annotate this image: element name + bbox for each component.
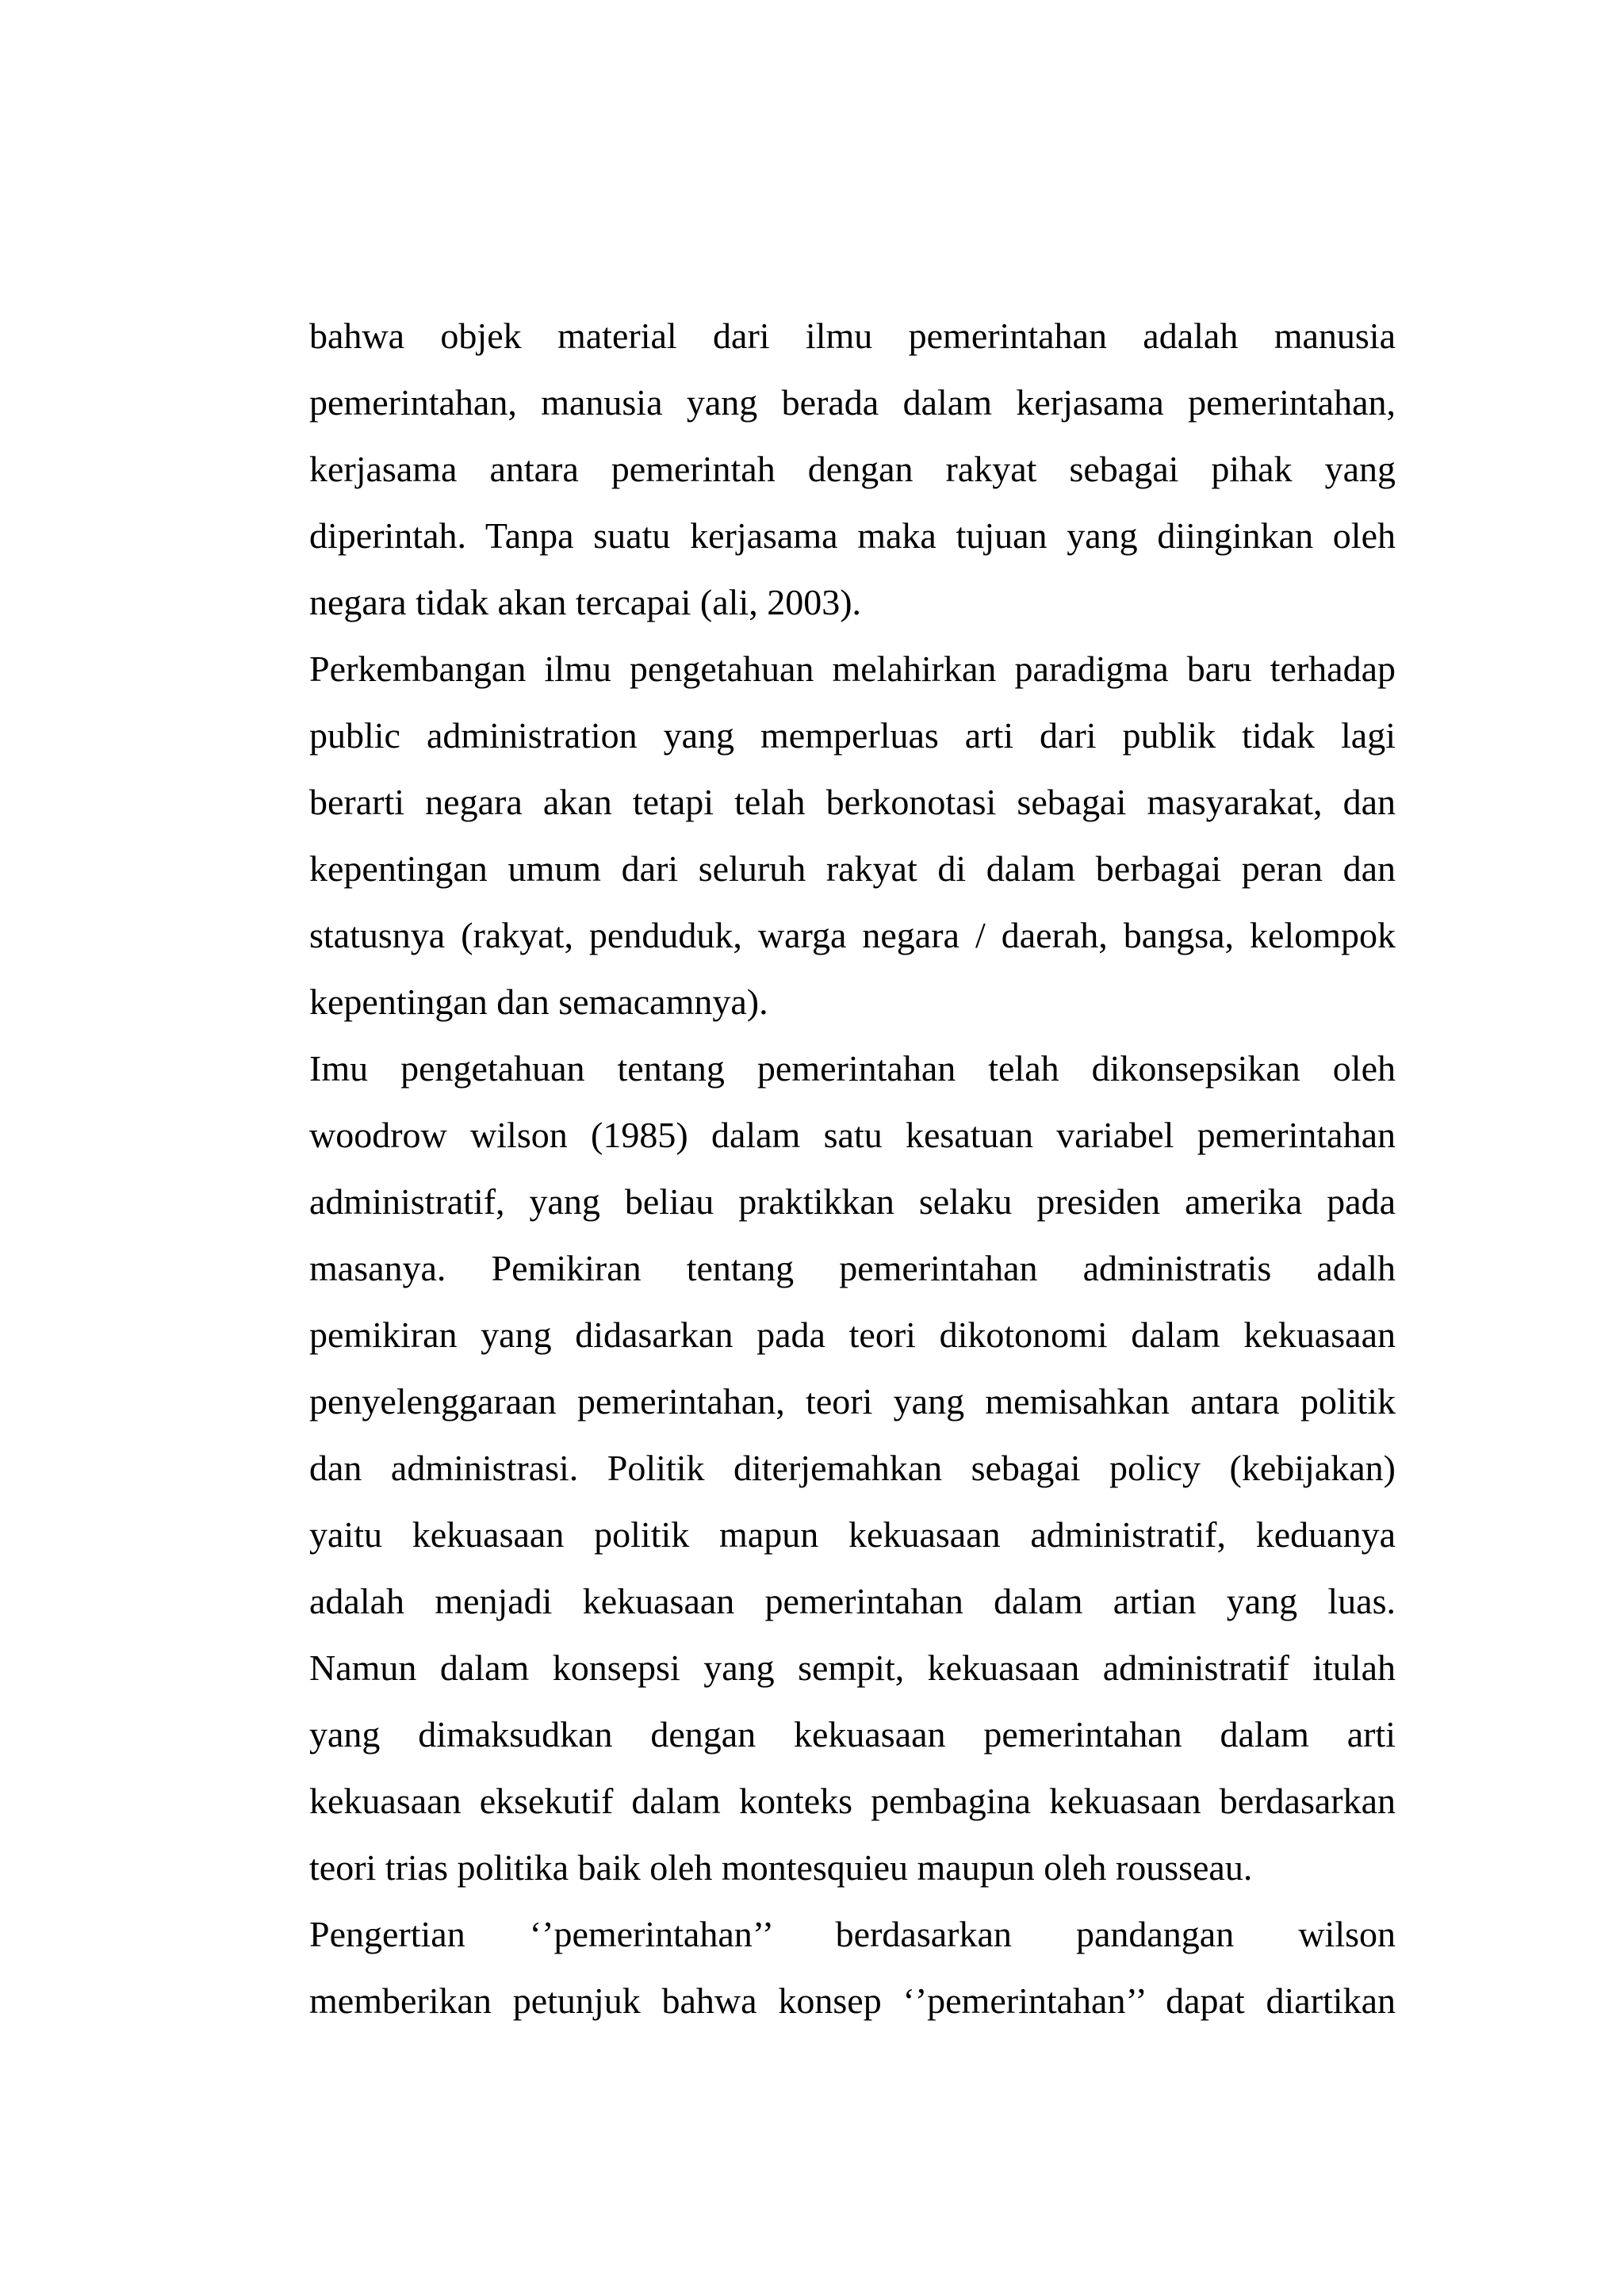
text-line: Imu pengetahuan tentang pemerintahan telah dikonsepsikan oleh [309,1048,1396,1089]
text-line: administratif, yang beliau praktikkan selaku presiden amerika pada [309,1181,1396,1222]
paragraph-2 [309,636,1396,1035]
paragraph-4 [309,1901,1396,2034]
text-line: berarti negara akan tetapi telah berkonotasi sebagai masyarakat, dan [309,782,1396,822]
text-line: diperintah. Tanpa suatu kerjasama maka tujuan yang diinginkan oleh [309,515,1396,556]
text-line: memberikan petunjuk bahwa konsep ‘’pemerintahan’’ dapat diartikan [309,1980,1396,2021]
text-line: statusnya (rakyat, penduduk, warga negara / daerah, bangsa, kelompok [309,915,1396,955]
text-line: penyelenggaraan pemerintahan, teori yang memisahkan antara politik [309,1381,1396,1422]
text-line: negara tidak akan tercapai (ali, 2003). [309,582,862,622]
text-line: pemikiran yang didasarkan pada teori dikotonomi dalam kekuasaan [309,1314,1396,1355]
text-line: Perkembangan ilmu pengetahuan melahirkan paradigma baru terhadap [309,649,1396,689]
text-line: kerjasama antara pemerintah dengan rakyat sebagai pihak yang [309,449,1396,489]
text-line: adalah menjadi kekuasaan pemerintahan dalam artian yang luas. [309,1581,1396,1621]
text-line: bahwa objek material dari ilmu pemerintahan adalah manusia [309,316,1396,356]
text-line: kepentingan dan semacamnya). [309,982,768,1022]
text-line: public administration yang memperluas arti dari publik tidak lagi [309,715,1396,756]
text-line: woodrow wilson (1985) dalam satu kesatuan variabel pemerintahan [309,1115,1396,1155]
text-line: yang dimaksudkan dengan kekuasaan pemerintahan dalam arti [309,1714,1396,1755]
text-line: yaitu kekuasaan politik mapun kekuasaan administratif, keduanya [309,1514,1396,1555]
text-line: pemerintahan, manusia yang berada dalam kerjasama pemerintahan, [309,382,1396,423]
text-line: Pengertian ‘’pemerintahan’’ berdasarkan pandangan wilson [309,1914,1396,1954]
text-line: kepentingan umum dari seluruh rakyat di dalam berbagai peran dan [309,848,1396,889]
paragraph-1 [309,303,1396,636]
body-text [309,303,1396,2034]
text-line: teori trias politika baik oleh montesquieu maupun oleh rousseau. [309,1847,1253,1888]
text-line: dan administrasi. Politik diterjemahkan sebagai policy (kebijakan) [309,1448,1396,1488]
text-line: Namun dalam konsepsi yang sempit, kekuasaan administratif itulah [309,1647,1396,1688]
paragraph-3 [309,1035,1396,1901]
text-line: masanya. Pemikiran tentang pemerintahan administratis adalh [309,1248,1396,1288]
text-line: kekuasaan eksekutif dalam konteks pembagina kekuasaan berdasarkan [309,1781,1396,1821]
